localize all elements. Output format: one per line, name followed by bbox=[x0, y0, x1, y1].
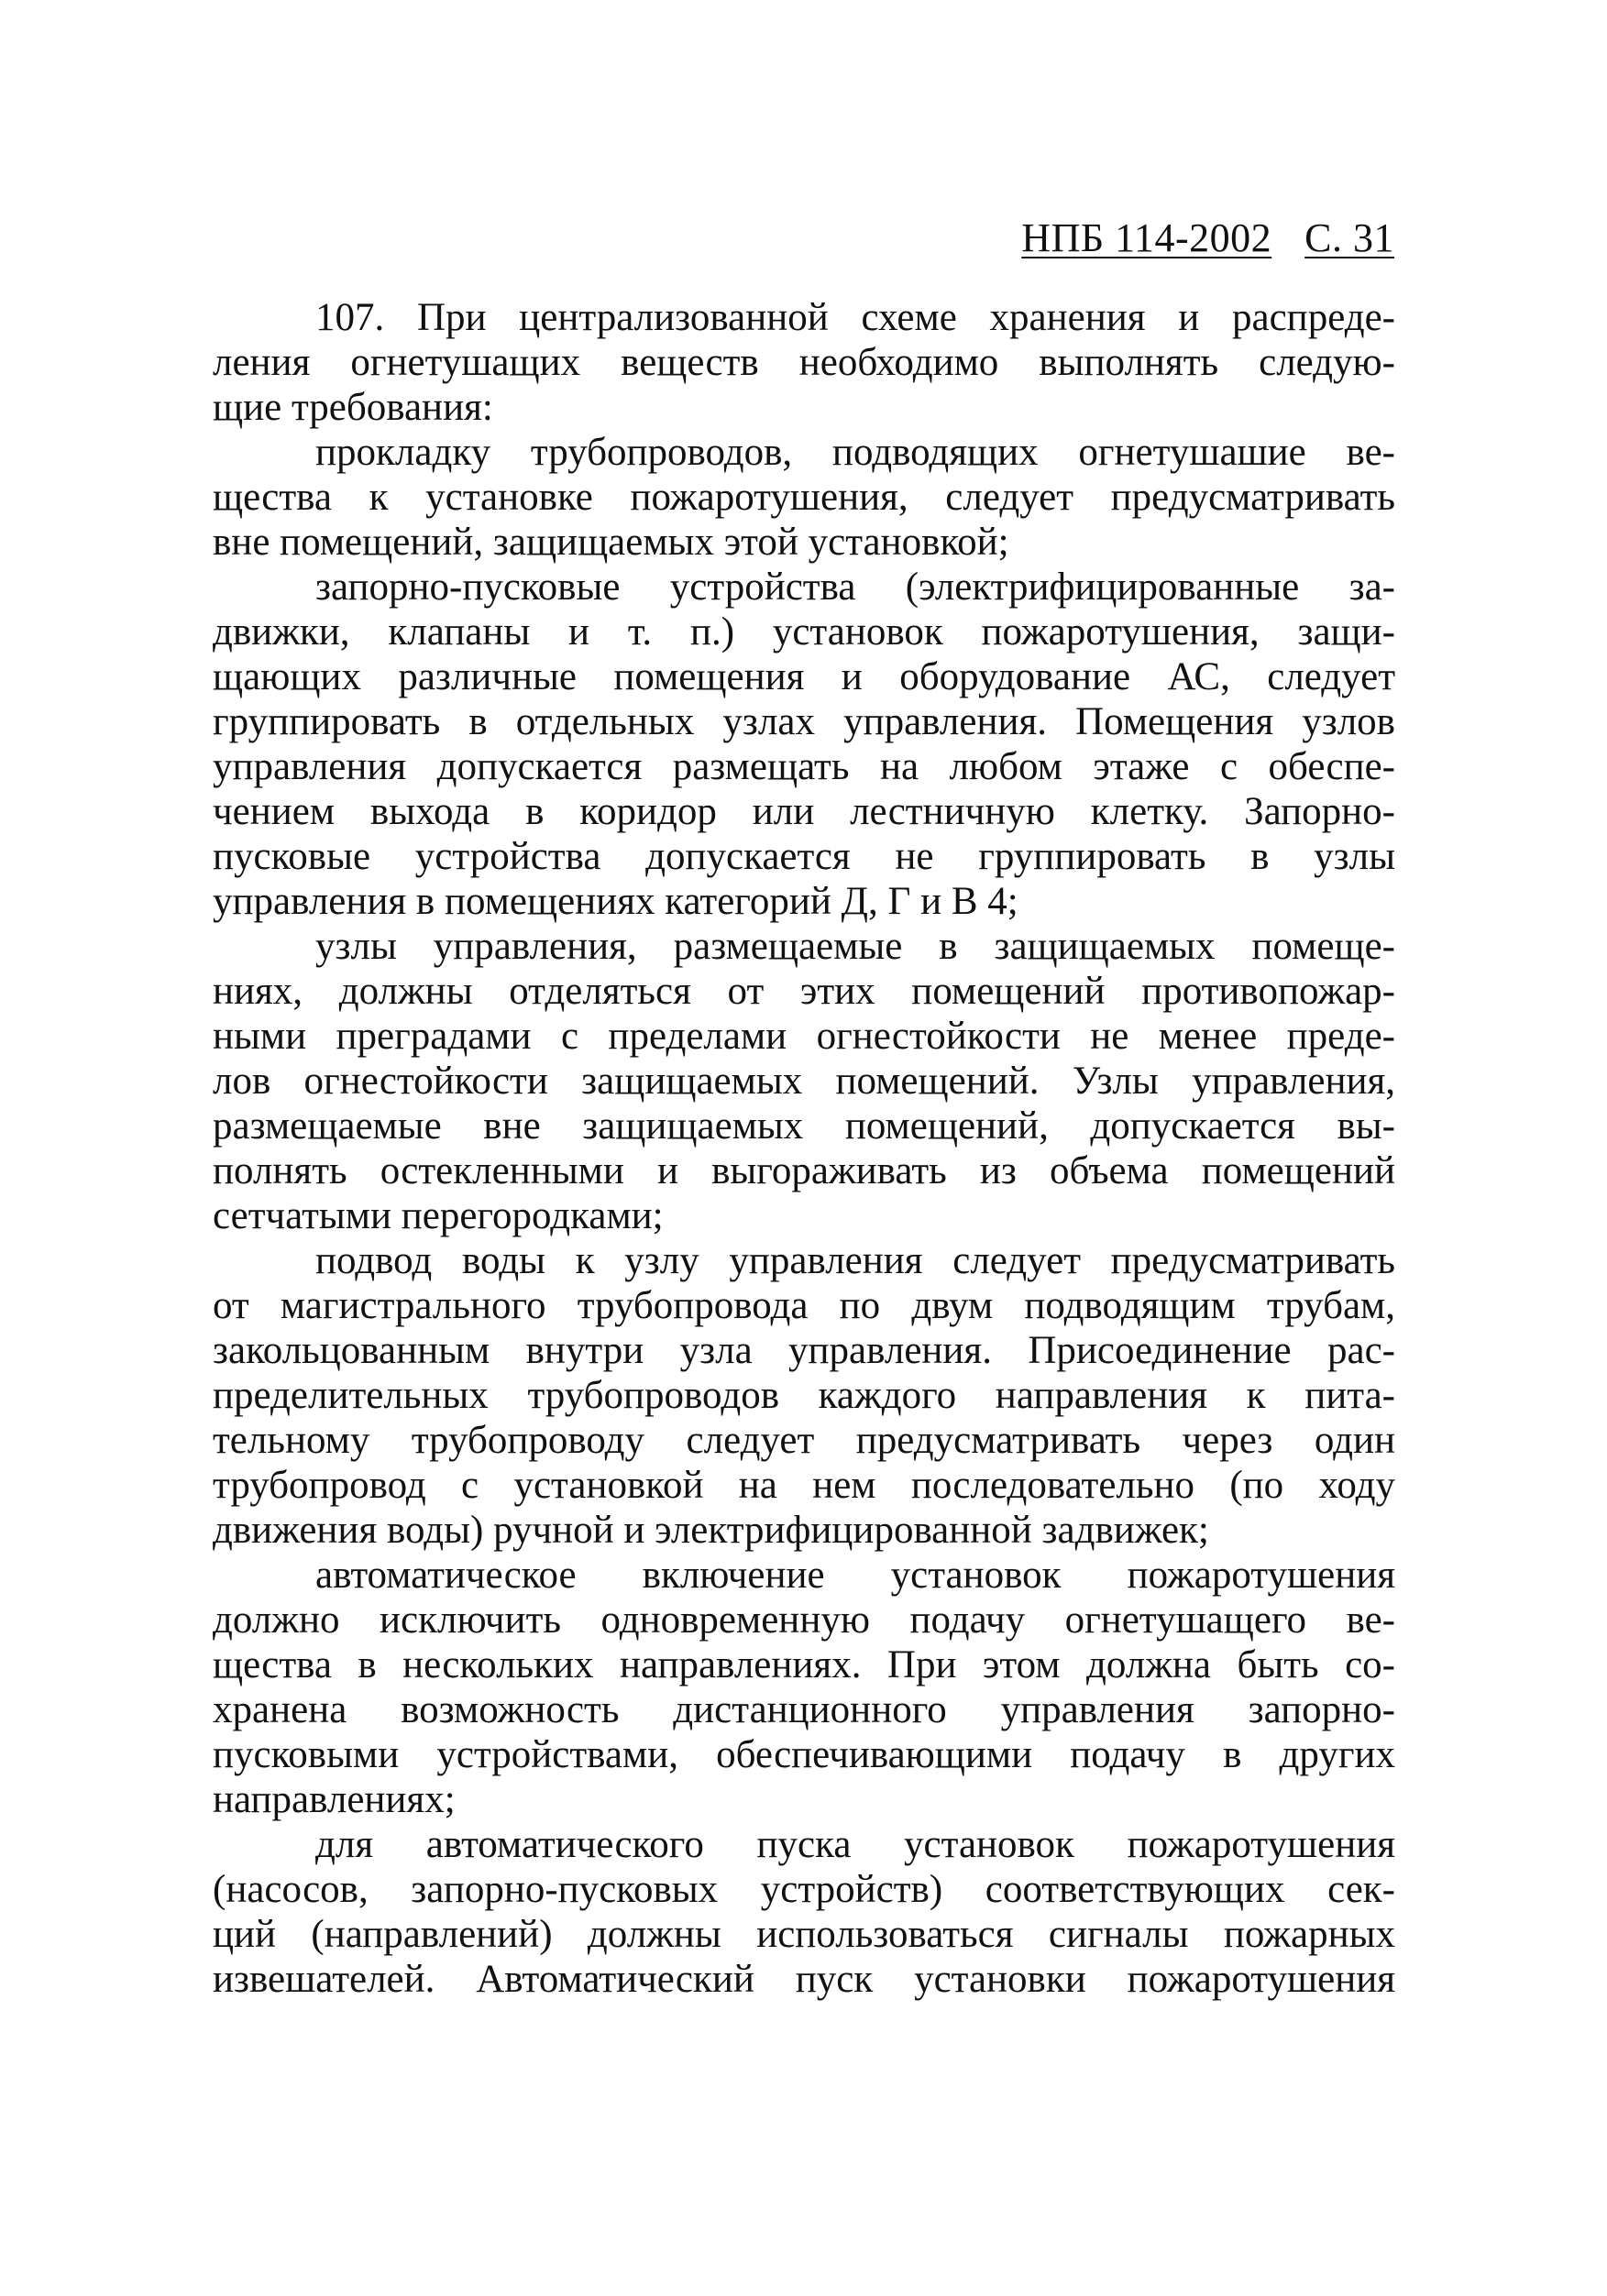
text-line: ций (направлений) должны использоваться сигналы пожарных bbox=[213, 1913, 1395, 1956]
text-line: извешателей. Автоматический пуск установки пожаротушения bbox=[213, 1958, 1395, 2001]
text-line: движения воды) ручной и электрифицированной задвижек; bbox=[213, 1509, 1209, 1552]
text-line: хранена возможность дистанционного управления запорно- bbox=[213, 1688, 1395, 1731]
text-line: сетчатыми перегородками; bbox=[213, 1194, 664, 1237]
text-line: вне помещений, защищаемых этой установкой; bbox=[213, 521, 1009, 564]
text-line: пусковыми устройствами, обеспечивающими подачу в других bbox=[213, 1733, 1395, 1776]
text-line: управления допускается размещать на любом этаже с обеспе- bbox=[213, 745, 1395, 788]
text-line: пусковые устройства допускается не группировать в узлы bbox=[213, 835, 1395, 878]
text-line: ления огнетушащих веществ необходимо выполнять следую- bbox=[213, 341, 1395, 384]
text-line: должно исключить одновременную подачу огнетушащего ве- bbox=[213, 1598, 1395, 1642]
text-line: трубопровод с установкой на нем последовательно (по ходу bbox=[213, 1464, 1395, 1507]
text-line: (насосов, запорно-пусковых устройств) соответствующих сек- bbox=[213, 1868, 1395, 1911]
paragraph-first-line: автоматическое включение установок пожаротушения bbox=[315, 1554, 1395, 1597]
text-line: щества к установке пожаротушения, следует предусматривать bbox=[213, 476, 1395, 519]
running-header bbox=[1021, 213, 1394, 264]
paragraph-first-line: узлы управления, размещаемые в защищаемых помеще- bbox=[315, 925, 1395, 968]
paragraph-first-line: запорно-пусковые устройства (электрифицированные за- bbox=[315, 566, 1395, 609]
text-line: щества в нескольких направлениях. При этом должна быть со- bbox=[213, 1643, 1395, 1686]
text-line: направлениях; bbox=[213, 1778, 456, 1821]
paragraph-first-line: 107. При централизованной схеме хранения и распреде- bbox=[315, 296, 1395, 339]
text-line: щающих различные помещения и оборудование АС, следует bbox=[213, 655, 1395, 698]
text-line: управления в помещениях категорий Д, Г и В 4; bbox=[213, 880, 1018, 923]
text-line: ными преградами с пределами огнестойкости не менее преде- bbox=[213, 1015, 1395, 1058]
text-line: пределительных трубопроводов каждого направления к пита- bbox=[213, 1374, 1395, 1417]
text-line: чением выхода в коридор или лестничную клетку. Запорно- bbox=[213, 790, 1395, 833]
page-body bbox=[213, 295, 1395, 2002]
paragraph-first-line: для автоматического пуска установок пожаротушения bbox=[315, 1823, 1395, 1866]
text-line: полнять остекленными и выгораживать из объема помещений bbox=[213, 1149, 1395, 1192]
text-line: лов огнестойкости защищаемых помещений. Узлы управления, bbox=[213, 1060, 1395, 1103]
paragraph-first-line: подвод воды к узлу управления следует предусматривать bbox=[315, 1239, 1395, 1282]
page-number: С. 31 bbox=[1304, 215, 1394, 260]
document-code: НПБ 114-2002 bbox=[1021, 215, 1272, 260]
text-line: тельному трубопроводу следует предусматривать через один bbox=[213, 1419, 1395, 1462]
paragraph-first-line: прокладку трубопроводов, подводящих огнетушашие ве- bbox=[315, 431, 1395, 474]
text-line: группировать в отдельных узлах управления. Помещения узлов bbox=[213, 700, 1395, 743]
text-line: щие требования: bbox=[213, 386, 493, 429]
text-line: движки, клапаны и т. п.) установок пожаротушения, защи- bbox=[213, 610, 1395, 654]
text-line: ниях, должны отделяться от этих помещений противопожар- bbox=[213, 970, 1395, 1013]
text-line: закольцованным внутри узла управления. Присоединение рас- bbox=[213, 1329, 1395, 1372]
text-line: размещаемые вне защищаемых помещений, допускается вы- bbox=[213, 1104, 1395, 1148]
text-line: от магистрального трубопровода по двум подводящим трубам, bbox=[213, 1284, 1395, 1327]
